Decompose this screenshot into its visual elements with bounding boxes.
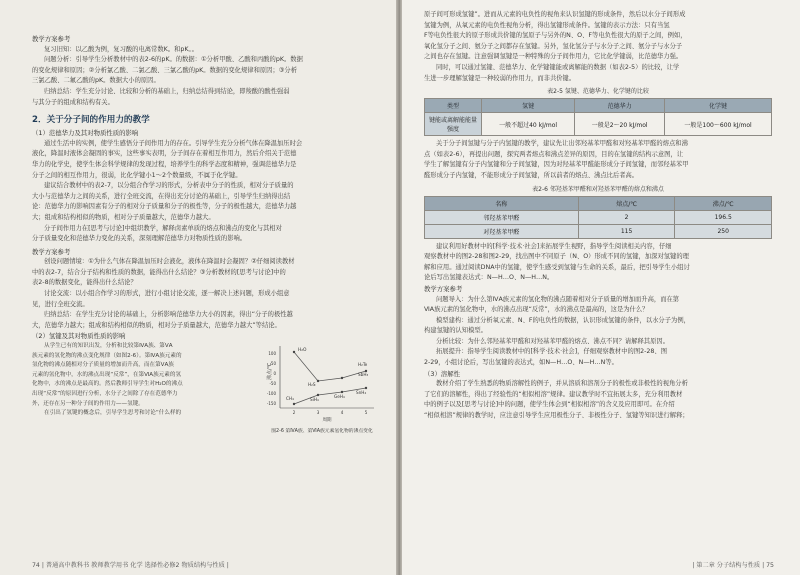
text-line: 出现“反常”的原因进行分析，水分子之间除了存在范德华力 [32, 391, 178, 397]
text-line: 归纳总结：在学生充分讨论的基础上，分析影响范德华力大小的因素，得出“分子的极性越 [44, 311, 293, 319]
data-point [293, 351, 295, 353]
text-line: 问题导入：为什么第ⅣA族元素的氢化物的沸点随着相对分子质量的增加而升高，而在第 [436, 295, 680, 303]
text-line: 拓展提升：指导学生阅读教材中的[科学·技术·社会]，仔细观察教材中的图2-28、图 [436, 348, 668, 356]
text-line: 元素的氢化物中，水的沸点出现“反常”，在第ⅥA族元素的氢 [32, 371, 182, 378]
group-vi-series-line [294, 352, 369, 381]
text-line: 建议利用好教材中的[科学·技术·社会]来拓展学生视野，指导学生阅读相关内容，仔细 [436, 242, 672, 250]
table-header-row [425, 196, 772, 210]
text-line: 归纳总结：学生充分讨论、比较和分析的基础上，归纳总结得到结论，即羧酸的酸性强弱 [44, 87, 290, 95]
left-page [0, 0, 398, 575]
boiling-point-figure [262, 342, 382, 435]
point-label: SbH₃ [358, 372, 369, 378]
plan-block-1 [32, 45, 382, 109]
text-line: 表2-8的数据变化，能得出什么结论？ [32, 279, 137, 287]
table-row-label: 键能或离解能能量强度 [425, 113, 482, 136]
point-label: H₂S [308, 382, 316, 388]
text-line: 醛形成分子内氢键，不能形成分子间氢键，所以前者的熔点、沸点比后者高。 [424, 171, 639, 179]
table-header-cell: 类型 [425, 99, 482, 113]
text-line: 了它们的溶解性，得出了经验性的“相似相溶”规律。建议教学时不宜拓展太多，充分利用教材 [424, 390, 683, 398]
text-line: F等电负性很大的原子形成共价键的氢原子与另外的N、O、F等电负性很大的原子之间，例如， [424, 32, 687, 40]
table-header-row [425, 99, 772, 113]
text-line: 氧化氢分子之间、氨分子之间都存在氢键。另外，氢化氢分子与水分子之间、氨分子与水分子 [424, 42, 683, 50]
subsection-title: （3）溶解性 [424, 369, 461, 378]
table-cell: 196.5 [675, 210, 772, 224]
table-caption: 表2-6 邻羟基苯甲醛和对羟基苯甲醛的熔点和沸点 [532, 185, 664, 193]
table-header-cell: 氢键 [482, 99, 575, 113]
text-line: 大，范德华力越大；组成和结构相似的物质，相对分子质量越大，范德华力越大”等结论。 [32, 321, 281, 329]
text-line: 复习旧知：以乙酸为例，复习酸的电离常数K。和pK。。 [44, 45, 198, 53]
y-tick-label: 100 [268, 351, 276, 357]
text-line: 中的例子以及[思考与讨论]中的问题，使学生体会到“相似相溶”的含义及应用即可。在介绍 [424, 401, 675, 409]
intro-paragraph [424, 10, 772, 84]
text-line: 教材介绍了学生熟悉的物质溶解性的例子，并从溶质和溶剂分子的极性或非极性的视角分析 [436, 380, 688, 388]
text-line: 外，还存在另一种分子间的作用力——氢键。 [32, 400, 144, 407]
subsection-title: （1）范德华力及其对物质性质的影响 [32, 129, 139, 138]
table-cell: 250 [675, 224, 772, 238]
text-line: 建议结合教材中的表2-7，以分组合作学习的形式，分析表中分子的性质，相对分子质量的 [44, 182, 294, 190]
y-axis-label: 沸点/℃ [267, 362, 273, 381]
table-cell: 一般是100～600 kJ/mol [665, 113, 772, 136]
comparison-table [424, 98, 772, 136]
text-line: 构建氢键的认知模型。 [424, 327, 487, 335]
x-tick-label: 5 [364, 410, 368, 416]
table-cell: 115 [578, 224, 675, 238]
text-line: 中的表2-7，结合分子结构和性质的数据，能得出什么结论？③分析教材的[思考与讨论]中的 [32, 268, 286, 276]
melting-boiling-table [424, 196, 772, 239]
figure-side-text [32, 342, 256, 435]
text-line: 化物中，水的沸点是最高的。然后教师引导学生对H₂O的沸点 [32, 381, 183, 388]
table-cell: 一般是2～20 kJ/mol [575, 113, 665, 136]
page-footer-right: | 第二章 分子结构与性质 | 75 [692, 562, 774, 569]
text-line: ⅥA族元素的氢化物中，水的沸点出现“反常”，水的沸点是最高的，这是为什么？ [424, 306, 649, 314]
text-line: 2-29，小组讨论后，写出氢键的表达式，如N—H…O、N—H…N等。 [424, 359, 618, 367]
text-line: 分子之间的相互作用力，很弱，比化学键小1～2个数量级，不属于化学键。 [32, 171, 242, 179]
table-cell: 一般不超过40 kJ/mol [482, 113, 575, 136]
section-title: 2．关于分子间的作用力的教学 [32, 115, 150, 126]
teaching-plan-title: 教学方案参考 [32, 247, 71, 256]
hydrogen-bond-paragraph [424, 139, 772, 181]
data-point [365, 387, 367, 389]
text-line: 关于分子间氢键与分子内氢键的教学，建议先让出邻羟基苯甲醛和对羟基苯甲醛的熔点和沸 [436, 140, 688, 148]
text-line: 分子质量变化和范德华力变化的关系，深刻理解范德华力对物质性质的影响。 [32, 235, 247, 243]
right-page [402, 0, 800, 575]
text-line: 通过生活中的实例，使学生感悟分子间作用力的存在。引导学生充分分析气体在降温加压时会 [44, 139, 303, 147]
text-line: 液化，降温时液体会凝固的事实，这些事实表明，分子间存在着相互作用力，然后介绍关于范德 [32, 150, 297, 158]
boiling-point-plot [262, 342, 382, 424]
point-label: GeH₄ [334, 394, 345, 400]
plan-block-3 [424, 295, 772, 369]
dna-paragraph [424, 242, 772, 284]
data-point [341, 377, 343, 379]
point-label: SiH₄ [310, 397, 319, 403]
text-line: 分析比较：为什么邻羟基苯甲醛和对羟基苯甲醛的熔点、沸点不同？请解释其原因。 [436, 337, 669, 345]
plan-block-2 [32, 257, 382, 331]
text-line: 生进一步理解氢键是一种较弱的作用力，而非共价键。 [424, 74, 576, 82]
x-tick-label: 4 [340, 410, 344, 416]
y-tick-label: 0 [273, 371, 276, 377]
figure-caption: 图2-6 第ⅣA族、第ⅥA族元素氢化物的沸点变化 [271, 429, 373, 435]
point-label: CH₄ [286, 396, 294, 402]
text-line: 问题分析：引导学生分析教材中的表2-6的pK。的数据：①分析甲酸、乙酸和丙酸的pK。数据 [44, 56, 303, 64]
text-line: 氢化物的沸点随相对分子质量的增加而升高，而在第ⅤA族 [32, 362, 174, 369]
y-tick-label: -100 [266, 391, 276, 397]
text-line: 华力的化学史，使学生体会科学规律的发现过程，培养学生的科学态度和精神，强调范德华力是 [32, 160, 297, 168]
data-point [317, 394, 319, 396]
text-line: 观察教材中的图2-28和图2-29，找出图中不同原子（N、O）形成不同的氢键，加深对氢键的理 [424, 253, 689, 261]
data-point [341, 391, 343, 393]
text-line: 的变化规律和原因；②分析氯乙酸、二氯乙酸、三氯乙酸的pK。数据的变化规律和原因；③分析 [32, 66, 297, 74]
point-label: H₂Te [358, 362, 368, 368]
table-cell: 对羟基苯甲醛 [425, 224, 579, 238]
text-line: 见，进行全班交流。 [32, 300, 89, 308]
x-tick-label: 3 [316, 410, 320, 416]
data-point [293, 403, 295, 405]
text-line: 论后写出氢键表达式：N—H…O、N—H…N。 [424, 274, 554, 282]
teaching-plan-title: 教学方案参考 [424, 284, 463, 293]
y-tick-label: 50 [270, 361, 276, 367]
text-line: 族元素的氢化物的沸点变化规律（如图2-6）。第ⅣA族元素的 [32, 352, 182, 359]
text-line: 在引出了氢键的概念后，引导学生思考和讨论“什么样的 [44, 410, 182, 417]
table-header-cell: 名称 [425, 196, 579, 210]
text-line: 同时，可以通过氢键、范德华力、化学键键能或离解能的数据（如表2-5）的比较，让学 [436, 63, 680, 71]
solubility-paragraph [424, 379, 772, 421]
x-tick-label: 2 [292, 410, 296, 416]
table-cell: 2 [578, 210, 675, 224]
text-line: 三氯乙酸、二氟乙酸的pK。数据大小的原因。 [32, 77, 160, 85]
table-header-cell: 熔点/℃ [578, 196, 675, 210]
teaching-plan-title: 教学方案参考 [32, 35, 71, 43]
text-line: 分子间作用力在[思考与讨论]中组织教学，解释卤素单质的熔点和沸点的变化与其相对 [44, 224, 282, 232]
table-row [425, 224, 772, 238]
text-line: 与其分子的组成和结构有关。 [32, 98, 114, 106]
text-line: 讨论交流：以小组合作学习的形式，进行小组讨论交流，逐一解决上述问题，形成小组意 [44, 290, 290, 298]
text-line: “相似相溶”规律的教学时，应注意引导学生应用极性分子、非极性分子、氢键等知识进行解释； [424, 412, 689, 420]
text-line: 解和应用。通过阅读DNA中的氢键，使学生感受到氢键与生命的关系，最后，把引导学生小组讨 [424, 263, 690, 271]
point-label: SnH₄ [356, 390, 367, 396]
table-cell: 邻羟基苯甲醛 [425, 210, 579, 224]
text-with-figure [32, 342, 382, 435]
text-line: 学生了解氢键有分子内氢键和分子间氢键，因为对羟基苯甲醛能形成分子间氢键，而邻羟基苯甲 [424, 161, 689, 169]
table-caption: 表2-5 氢键、范德华力、化学键的比较 [547, 88, 649, 96]
y-tick-label: -150 [266, 401, 276, 407]
table-header-cell: 沸点/℃ [675, 196, 772, 210]
point-label: H₂O [298, 348, 307, 354]
subsection-title: （2）氢键及其对物质性质的影响 [32, 332, 126, 341]
text-line: 模型建构：通过分析氧元素、N、F的电负性的数据，认识形成氢键的条件，以水分子为例， [436, 316, 690, 324]
y-tick-label: -50 [269, 381, 276, 387]
text-line: 创设问题情境：①为什么气体在降温加压时会液化，液体在降温时会凝固？②仔细阅读教材 [44, 258, 295, 266]
table-row [425, 113, 772, 136]
table-header-cell: 化学键 [665, 99, 772, 113]
page-footer-left: 74 | 普通高中教科书 教师教学用书 化学 选择性必修2 物质结构与性质 | [32, 562, 229, 569]
text-line: 大；组成和结构相似的物质，相对分子质量越大，范德华力越大。 [32, 213, 215, 221]
text-line: 论：范德华力的影响因素有分子的相对分子质量和分子的极性等，分子的极性越大，范德华力越 [32, 203, 297, 211]
text-line: 点（如表2-6），再提出问题，探究两者熔点和沸点差异的原因，目的在氢键的结构示意图，让 [424, 150, 684, 158]
table-row [425, 210, 772, 224]
text-line: 氢键为例，从氧元素的电负性视角分析，得出氢键形成条件。氢键的表示方法：只有当氢 [424, 21, 670, 29]
text-line: 原子间可形成氢键”。进而从元素的电负性的视角来认识氢键的形成条件，然后以水分子间形成 [424, 11, 686, 18]
x-axis-label: 周期 [322, 418, 332, 424]
text-line: 大小与范德华力之间的关系，进行全班交流，在得出充分讨论的基础上，引导学生归纳得出结 [32, 192, 291, 200]
text-line: 从学生已有的知识出发，分析和比较第ⅣA族、第ⅤA [44, 343, 173, 350]
data-point [317, 380, 319, 382]
text-line: 之间也存在氢键。注意强调氢键是一种特殊的分子间作用力，它比化学键弱，比范德华力强。 [424, 53, 683, 61]
table-header-cell: 范德华力 [575, 99, 665, 113]
section-body [32, 139, 382, 245]
